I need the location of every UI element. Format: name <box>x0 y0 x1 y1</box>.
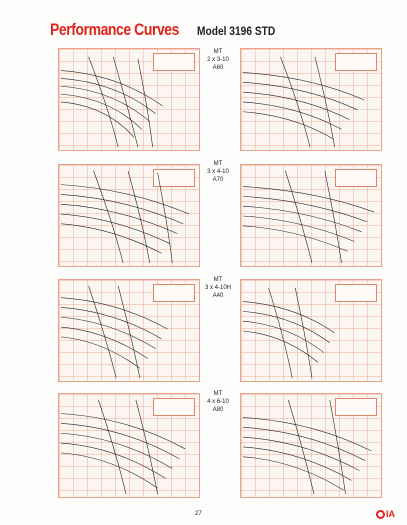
performance-curves-graphic <box>59 394 199 497</box>
performance-chart-3-right <box>240 279 382 382</box>
logo-text: IA <box>386 509 395 519</box>
performance-chart-4-right <box>240 393 382 498</box>
performance-chart-2-right <box>240 164 382 267</box>
model-label-2: MT 3 x 4-10 A70 <box>207 161 229 183</box>
company-logo <box>376 508 402 520</box>
performance-curves-graphic <box>59 49 199 150</box>
page-title: Performance Curves <box>50 20 179 39</box>
performance-chart-1-left <box>58 48 200 151</box>
performance-curves-graphic <box>241 49 381 150</box>
performance-chart-4-left <box>58 393 200 498</box>
model-title: Model 3196 STD <box>197 24 276 38</box>
performance-chart-3-left <box>58 279 200 382</box>
performance-curves-graphic <box>59 165 199 266</box>
performance-curves-graphic <box>241 394 381 497</box>
model-label-1: MT 2 x 3-10 A60 <box>207 49 229 71</box>
performance-chart-2-left <box>58 164 200 267</box>
model-label-4: MT 4 x 6-10 A80 <box>207 391 229 413</box>
logo-circle-icon <box>376 510 385 519</box>
performance-curves-graphic <box>241 280 381 381</box>
model-label-3: MT 3 x 4-10H A40 <box>204 277 231 299</box>
performance-curves-graphic <box>241 165 381 266</box>
performance-curves-graphic <box>59 280 199 381</box>
page-number: 27 <box>195 511 202 517</box>
performance-chart-1-right <box>240 48 382 151</box>
